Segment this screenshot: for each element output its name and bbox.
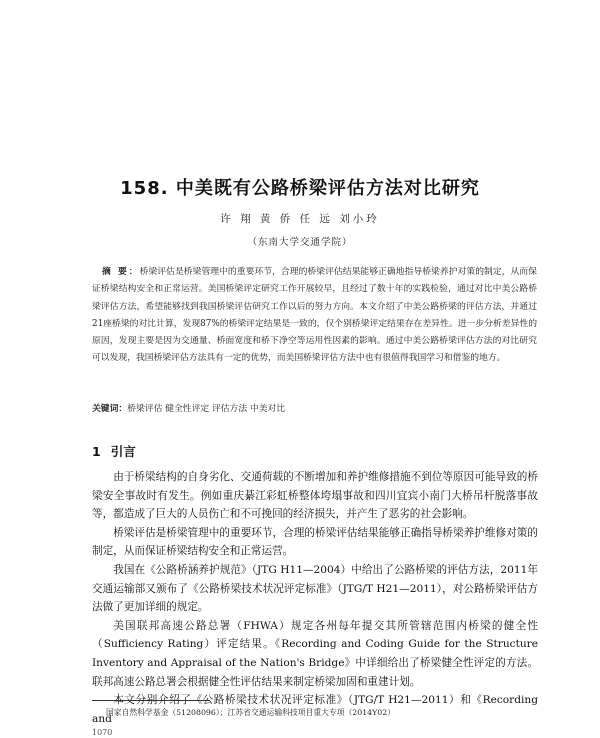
body-paragraph: 由于桥梁结构的自身劣化、交通荷载的不断增加和养护维修措施不到位等原因可能导致的桥梁安全事故时有发生。例如重庆綦江彩虹桥整体垮塌事故和四川宜宾小南门大桥吊杆脱落事故等，都造成了巨大的人员伤亡和不可挽回的经济损失，并产生了恶劣的社会影响。	[92, 471, 538, 521]
keywords-text: 桥梁评估 健全性评定 评估方法 中美对比	[127, 404, 286, 414]
author-affiliation: （东南大学交通学院）	[247, 237, 353, 248]
page-number: 1070	[92, 728, 113, 737]
keywords-label: 关键词：	[92, 404, 128, 414]
section-title: 引言	[110, 444, 136, 459]
section-heading	[92, 442, 136, 460]
body-paragraph: 我国在《公路桥涵养护规范》（JTG H11—2004）中给出了公路桥梁的评估方法，2011年交通运输部又颁布了《公路桥梁技术状况评定标准》（JTG/T H21—2011），对公路桥梁评估方法做了更加详细的规定。	[92, 563, 538, 614]
footnote-divider	[92, 700, 210, 701]
section-number: 1	[92, 444, 101, 459]
body-text	[92, 468, 538, 728]
author-list: 许 翔 黄 侨 任 远 刘小玲	[220, 213, 380, 225]
footnote: 国家自然科学基金（51208096）；江苏省交通运输科技项目重大专项（2014Y02）	[106, 708, 396, 717]
body-paragraph: 本文分别介绍了《公路桥梁技术状况评定标准》（JTG/T H21—2011）和《Recording and	[92, 694, 538, 725]
body-paragraph: 桥梁评估是桥梁管理中的重要环节，合理的桥梁评估结果能够正确指导桥梁养护维修对策的制定，从而保证桥梁结构安全和正常运营。	[92, 526, 538, 558]
paper-title: 158. 中美既有公路桥梁评估方法对比研究	[120, 178, 480, 199]
abstract-text: 桥梁评估是桥梁管理中的重要环节，合理的桥梁评估结果能够正确地指导桥梁养护对策的制定，从而保证桥梁结构安全和正常运营。美国桥梁评定研究工作开展较早，且经过了数十年的实践检验，通过对比中美公路桥梁评估方法，希望能够找到我国桥梁评估研究工作以后的努力方向。本文介绍了中美公路桥梁的评估方法，并通过21座桥梁的对比计算，发现87%的桥梁评定结果是一致的，仅个别桥梁评定结果存在差异性。进一步分析差异性的原因，发现主要是因为交通量、桥面宽度和桥下净空等运用性因素的影响。通过中美公路桥梁评估方法的对比研究可以发现，我国桥梁评估方法具有一定的优势，而美国桥梁评估方法中也有很值得我国学习和借鉴的地方。	[92, 267, 537, 364]
abstract-block	[92, 264, 537, 368]
body-paragraph: 美国联邦高速公路总署（FHWA）规定各州每年提交其所管辖范围内桥梁的健全性（Sufficiency Rating）评定结果。《Recording and Coding Guide for the Structure Inventory and Appraisal of the Nation's Bridge》中详细给出了桥梁健全性评定的方法。联邦高速公路总署会根据健全性评估结果来制定桥梁加固和重建计划。	[92, 619, 538, 688]
keywords-block	[92, 401, 285, 414]
abstract-label: 摘 要：	[102, 267, 140, 277]
